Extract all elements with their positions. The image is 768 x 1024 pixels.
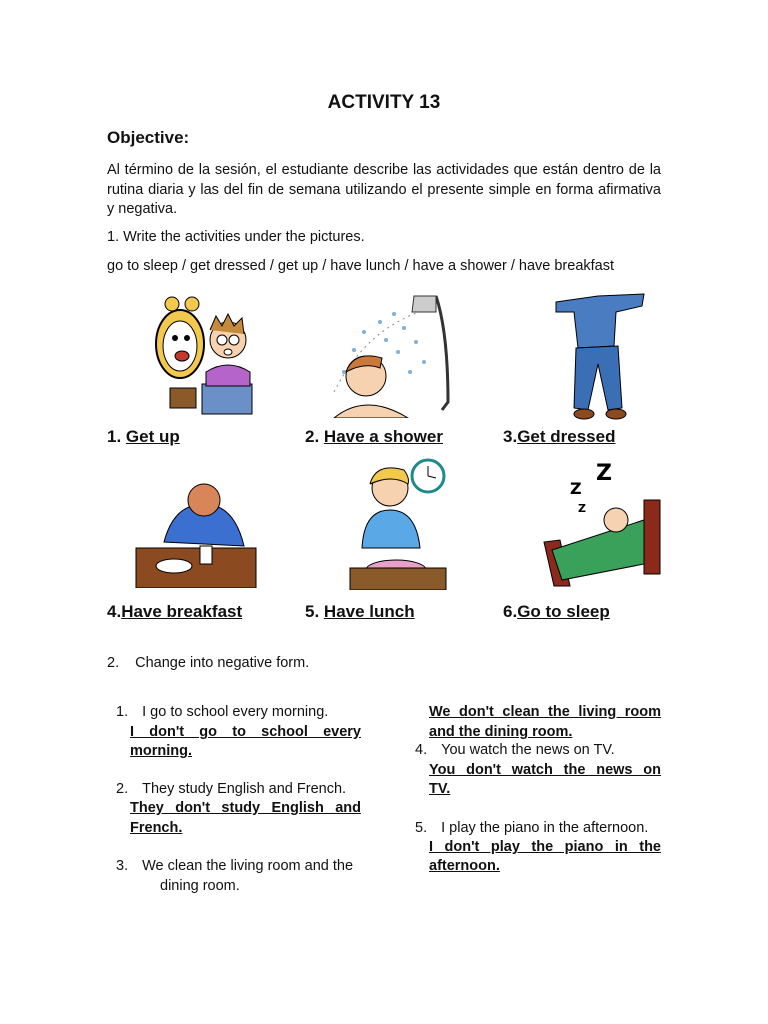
objective-text: Al término de la sesión, el estudiante describe las actividades que están dentro de la rutina diaria y las del fin de semana utilizando el presente simple en forma afirmativa y negativa. [107, 162, 661, 217]
item-number: 1. [116, 704, 129, 720]
item-sentence: They study English and French. [142, 781, 347, 797]
activity-number: 4. [107, 602, 122, 621]
activity-number: 1. [107, 427, 122, 446]
negative-item-3 [116, 857, 353, 877]
svg-text:Z: Z [578, 502, 586, 515]
svg-text:Z: Z [570, 479, 582, 498]
activity-answer: Go to sleep [517, 602, 610, 621]
activity-label-5 [305, 602, 415, 622]
item-number: 2. [116, 781, 129, 797]
negative-answer-3-line1: We don't clean the living room [429, 704, 661, 720]
svg-text:Z: Z [596, 461, 612, 486]
item-number: 3. [116, 858, 129, 874]
negative-answer-4-line2: TV. [429, 781, 451, 797]
exercise2-text: Change into negative form. [135, 655, 310, 671]
exercise1-instruction: 1. Write the activities under the pictures. [107, 229, 365, 245]
negative-answer-5-line1: I don't play the piano in the [429, 839, 661, 855]
activity-label-1 [107, 427, 180, 447]
negative-answer-3-line2: and the dining room. [429, 724, 573, 740]
item-number: 5. [415, 820, 428, 836]
negative-item-2 [116, 780, 346, 800]
page-title: ACTIVITY 13 [327, 92, 441, 113]
item-sentence: We clean the living room and the [142, 858, 354, 874]
shower-icon [324, 292, 454, 418]
negative-answer-4-line1: You don't watch the news on [429, 762, 661, 778]
activity-label-3 [503, 427, 615, 447]
negative-item-3-line2: dining room. [160, 878, 240, 894]
objective-heading: Objective: [107, 128, 190, 147]
exercise2-number: 2. [107, 655, 120, 671]
activity-label-6 [503, 602, 610, 622]
item-sentence: I play the piano in the afternoon. [441, 820, 649, 836]
exercise2-instruction [107, 655, 309, 671]
activity-answer: Have lunch [323, 602, 415, 621]
activity-answer: Have breakfast [121, 602, 243, 621]
word-bank: go to sleep / get dressed / get up / have lunch / have a shower / have breakfast [107, 258, 615, 274]
activity-answer: Get dressed [517, 427, 616, 446]
activity-number: 6. [503, 602, 518, 621]
negative-item-4 [415, 741, 615, 761]
sleeping-icon [540, 460, 664, 590]
activity-answer: Have a shower [323, 427, 443, 446]
activity-answer: Get up [125, 427, 180, 446]
activity-number: 5. [305, 602, 320, 621]
activity-label-4 [107, 602, 242, 622]
negative-answer-1-line2: morning. [130, 743, 193, 759]
activity-label-2 [305, 427, 443, 447]
negative-item-1 [116, 703, 328, 723]
negative-item-5 [415, 819, 648, 839]
item-sentence: You watch the news on TV. [441, 742, 615, 758]
lunch-icon [348, 458, 448, 590]
negative-answer-1-line1: I don't go to school every [130, 724, 361, 740]
getting-dressed-icon [548, 290, 648, 420]
activity-number: 2. [305, 427, 320, 446]
negative-answer-5-line2: afternoon. [429, 858, 500, 874]
activity-number: 3. [503, 427, 518, 446]
item-sentence: I go to school every morning. [142, 704, 329, 720]
negative-answer-2-line1: They don't study English and [130, 800, 361, 816]
item-number: 4. [415, 742, 428, 758]
breakfast-icon [134, 482, 258, 588]
alarm-clock-wake-up-icon [132, 294, 256, 418]
negative-answer-2-line2: French. [130, 820, 183, 836]
